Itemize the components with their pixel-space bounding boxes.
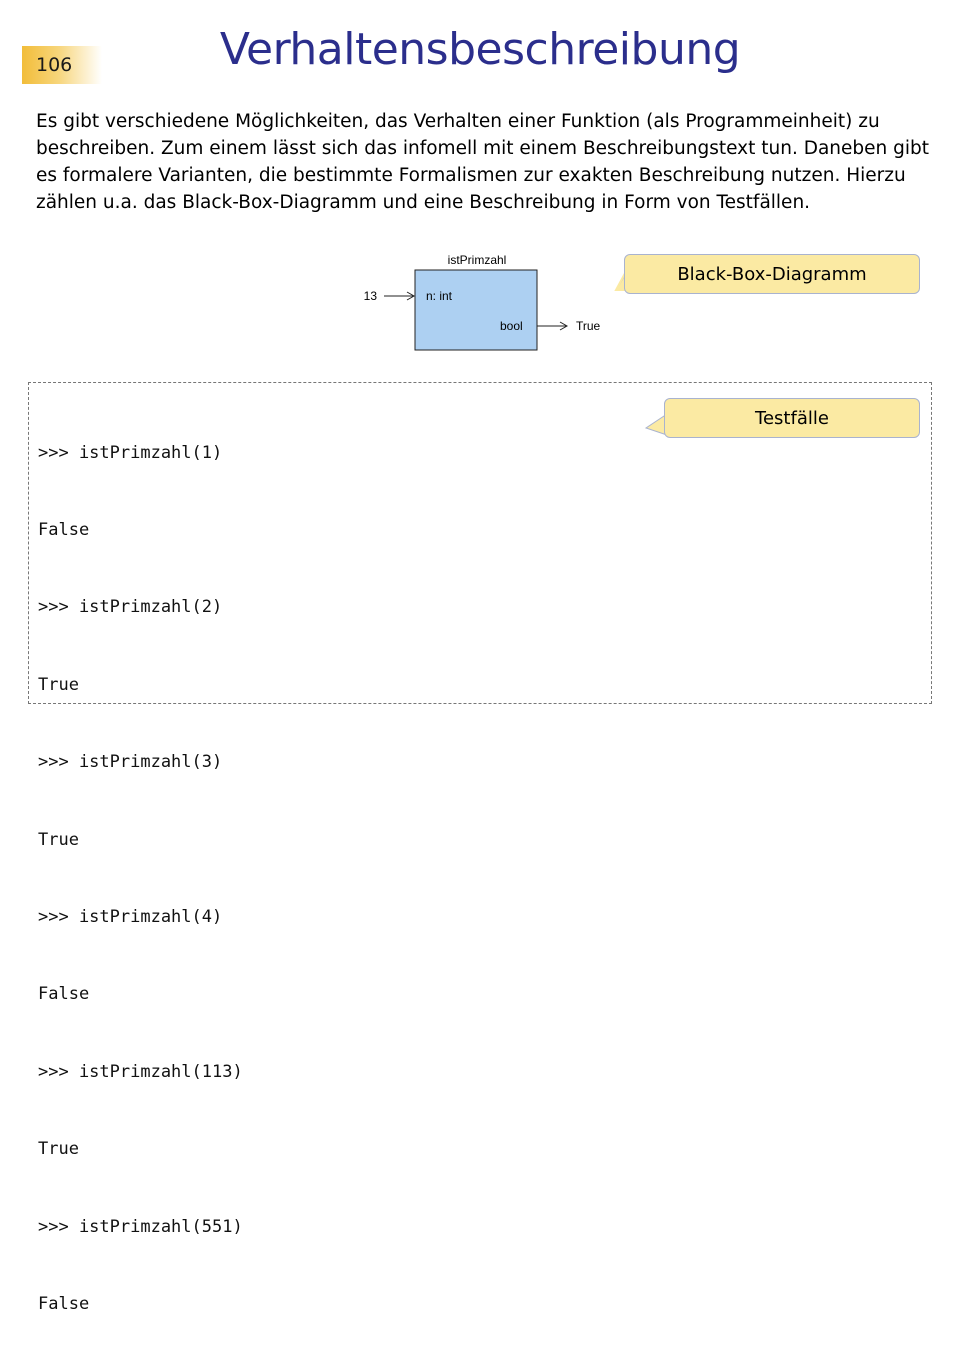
testcases-callout-label: Testfälle [755, 407, 829, 429]
code-line: >>> istPrimzahl(1) [38, 442, 223, 463]
blackbox-callout [624, 254, 920, 294]
code-line: False [38, 1293, 90, 1314]
code-line: True [38, 674, 79, 695]
output-arrow [537, 322, 567, 330]
blackbox-callout-label: Black-Box-Diagramm [677, 263, 867, 285]
code-line: False [38, 519, 90, 540]
doctest-listing [38, 389, 243, 1369]
code-line: True [38, 829, 79, 850]
code-line: >>> istPrimzahl(113) [38, 1061, 243, 1082]
function-box [415, 270, 537, 350]
code-line: False [38, 984, 90, 1005]
code-line: True [38, 1139, 79, 1160]
diagram-return-type: bool [500, 319, 523, 333]
slide-title: Verhaltensbeschreibung [219, 24, 741, 75]
code-line: >>> istPrimzahl(3) [38, 752, 223, 773]
intro-paragraph: Es gibt verschiedene Möglichkeiten, das Verhalten einer Funktion (als Programmeinheit) zu beschreiben. Zum einem lässt sich das infomell mit einem Beschreibungstext tun. Daneben gibt es formalere Varianten, die bestimmte Formalismen zur exakten Beschreibung nutzen. Hierzu zählen u.a. das Black-Box-Diagramm und eine Beschreibung in Form von Testfällen. [36, 111, 930, 213]
diagram-input-value: 13 [363, 289, 377, 303]
testcases-callout [664, 398, 920, 438]
diagram-function-name: istPrimzahl [447, 253, 507, 267]
code-line: >>> istPrimzahl(2) [38, 597, 223, 618]
input-arrow [384, 292, 414, 300]
diagram-output-value: True [576, 319, 601, 333]
black-box-diagram [340, 240, 640, 360]
page-number: 106 [36, 54, 73, 76]
code-line: >>> istPrimzahl(551) [38, 1216, 243, 1237]
code-line: >>> istPrimzahl(4) [38, 906, 223, 927]
diagram-parameter: n: int [426, 289, 453, 303]
